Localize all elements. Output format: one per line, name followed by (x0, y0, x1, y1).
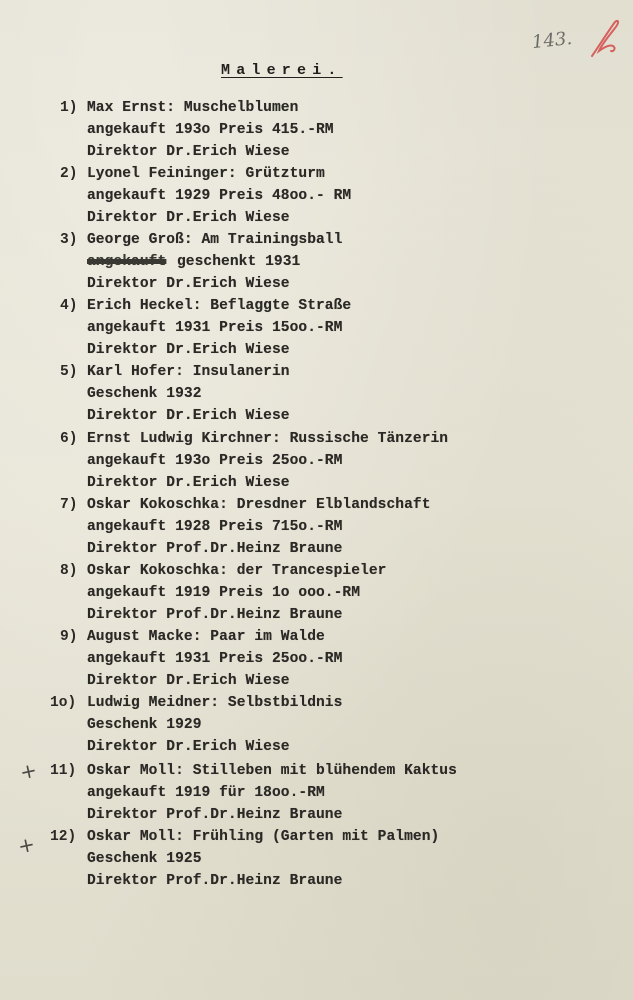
entry-acquisition: angekauft 1931 Preis 15oo.-RM (87, 320, 343, 336)
entry-artist-title: George Groß: Am Trainingsball (87, 232, 343, 248)
entry-artist-title: Oskar Moll: Stilleben mit blühendem Kaktus (87, 763, 457, 779)
entry-director: Direktor Dr.Erich Wiese (87, 276, 290, 292)
entry-acquisition: angekauft 193o Preis 25oo.-RM (87, 453, 343, 469)
entry-artist-title: August Macke: Paar im Walde (87, 629, 325, 645)
entry-acquisition: angekauft 193o Preis 415.-RM (87, 122, 334, 138)
entry-director: Direktor Dr.Erich Wiese (87, 739, 290, 755)
entry-number: 12) (50, 829, 77, 845)
entry-number: 3) (60, 232, 78, 248)
entry-acquisition: Geschenk 1925 (87, 851, 202, 867)
folio-number: 143. (531, 27, 574, 54)
entry-director: Direktor Dr.Erich Wiese (87, 673, 290, 689)
entry-number: 6) (60, 431, 78, 447)
entry-acquisition: geschenkt 1931 (177, 254, 301, 270)
red-pencil-initial-icon (587, 18, 623, 60)
entry-acquisition: angekauft 1919 Preis 1o ooo.-RM (87, 585, 361, 601)
entry-acquisition: angekauft 1929 Preis 48oo.- RM (87, 188, 352, 204)
entry-artist-title: Ludwig Meidner: Selbstbildnis (87, 695, 343, 711)
entry-number: 7) (60, 497, 78, 513)
entry-director: Direktor Prof.Dr.Heinz Braune (87, 607, 343, 623)
entry-number: 8) (60, 563, 78, 579)
entry-director: Direktor Prof.Dr.Heinz Braune (87, 873, 343, 889)
entry-director: Direktor Prof.Dr.Heinz Braune (87, 807, 343, 823)
margin-cross-mark-icon: + (17, 757, 40, 785)
entry-director: Direktor Prof.Dr.Heinz Braune (87, 541, 343, 557)
entry-number: 9) (60, 629, 78, 645)
entry-number: 4) (60, 298, 78, 314)
entry-number: 1) (60, 100, 78, 116)
entry-director: Direktor Dr.Erich Wiese (87, 475, 290, 491)
entry-artist-title: Lyonel Feininger: Grützturm (87, 166, 325, 182)
entry-artist-title: Max Ernst: Muschelblumen (87, 100, 299, 116)
entry-artist-title: Oskar Moll: Frühling (Garten mit Palmen) (87, 829, 440, 845)
entry-director: Direktor Dr.Erich Wiese (87, 144, 290, 160)
entry-director: Direktor Dr.Erich Wiese (87, 408, 290, 424)
entry-director: Direktor Dr.Erich Wiese (87, 342, 290, 358)
entry-number: 2) (60, 166, 78, 182)
page-title: Malerei. (221, 62, 343, 79)
entry-acquisition: Geschenk 1929 (87, 717, 202, 733)
entry-acquisition: angekauft 1928 Preis 715o.-RM (87, 519, 343, 535)
entry-acquisition: angekauft 1931 Preis 25oo.-RM (87, 651, 343, 667)
entry-director: Direktor Dr.Erich Wiese (87, 210, 290, 226)
entry-artist-title: Oskar Kokoschka: Dresdner Elblandschaft (87, 497, 431, 513)
entry-number: 5) (60, 364, 78, 380)
margin-cross-mark-icon: + (15, 831, 38, 859)
entry-number: 1o) (50, 695, 77, 711)
entry-artist-title: Karl Hofer: Insulanerin (87, 364, 290, 380)
entry-artist-title: Erich Heckel: Beflaggte Straße (87, 298, 352, 314)
entry-artist-title: Ernst Ludwig Kirchner: Russische Tänzerin (87, 431, 449, 447)
entry-acquisition-struck: angekauft (87, 254, 167, 270)
entry-artist-title: Oskar Kokoschka: der Trancespieler (87, 563, 387, 579)
entry-acquisition: angekauft 1919 für 18oo.-RM (87, 785, 325, 801)
entry-acquisition: Geschenk 1932 (87, 386, 202, 402)
entry-number: 11) (50, 763, 77, 779)
